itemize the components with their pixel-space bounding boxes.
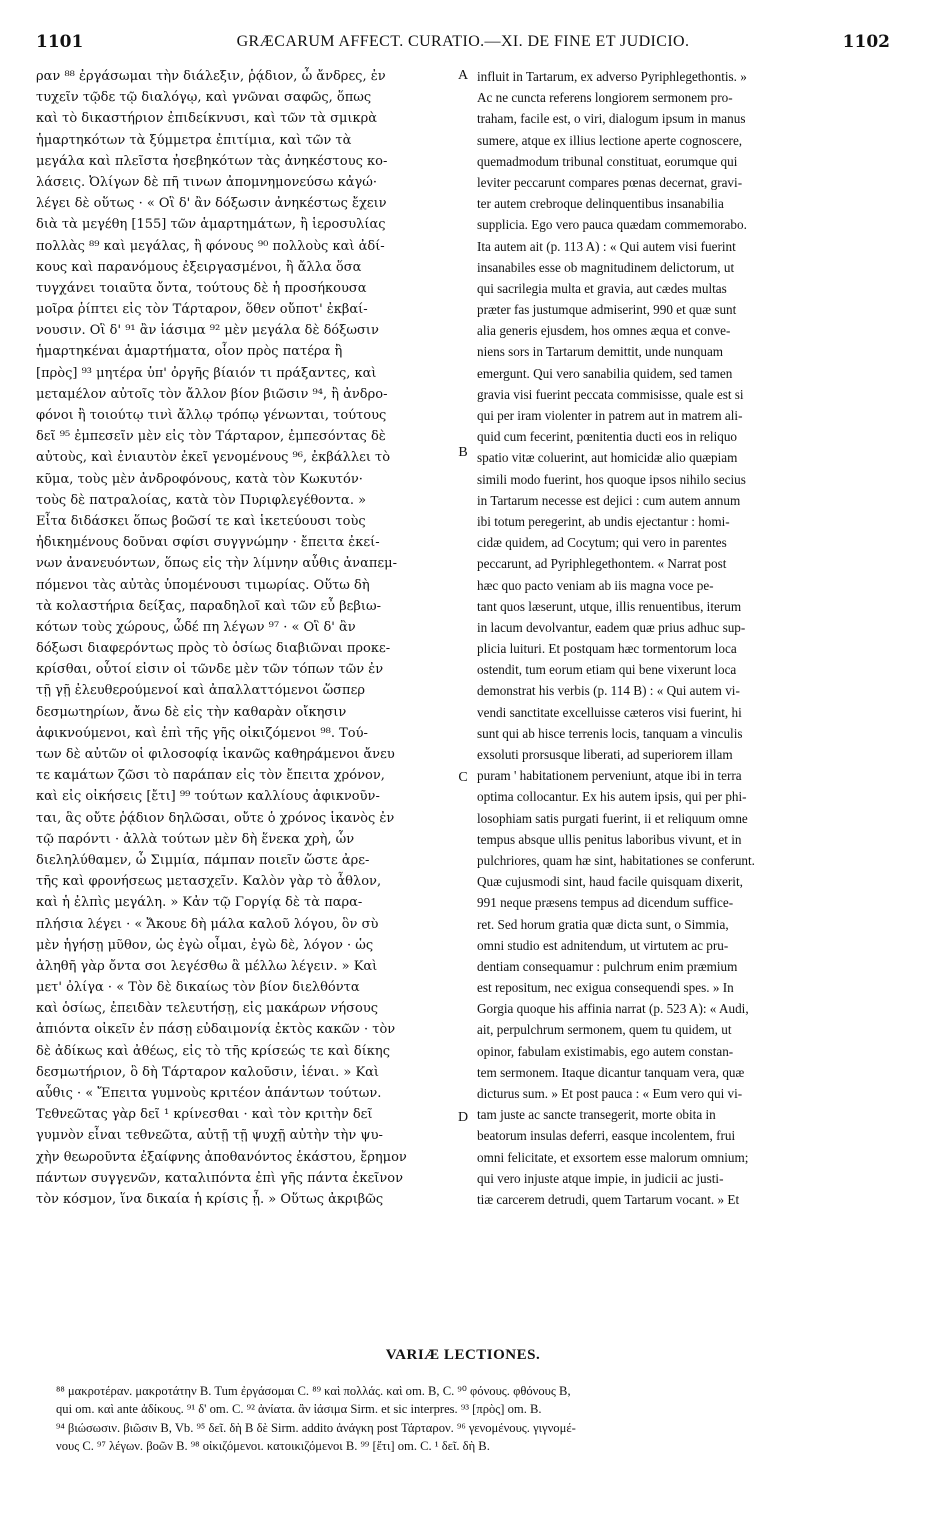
- latin-text-line: sumere, atque ex illius lectione aperte cognoscere,: [477, 132, 743, 148]
- greek-text-line: μεταμέλον αὐτοῖς τὸν ἄλλον βίον βιῶσιν ⁹⁴, ἢ ἀνδρο-: [36, 386, 388, 402]
- greek-text-line: δεσμωτήριον, ὃ δὴ Τάρταρον καλοῦσιν, ἰέναι. » Καὶ: [36, 1064, 380, 1080]
- variae-lectiones-title: VARIÆ LECTIONES.: [385, 1347, 541, 1363]
- greek-text-line: δόξωσι διαφερόντως πρὸς τὸ ὁσίως διαβιῶναι προκε-: [36, 641, 391, 657]
- latin-text-line: Ita autem ait (p. 113 A) : « Qui autem visi fuerint: [477, 238, 736, 254]
- greek-text-line: ἀπιόντα οἰκεῖν ἐν πάσῃ εὐδαιμονίᾳ ἐκτὸς κακῶν · τὸν: [36, 1022, 396, 1038]
- variant-note-line: νους C. ⁹⁷ λέγων. βοῶν B. ⁹⁸ οἰκιζόμενοι. κατοικιζόμενοι B. ⁹⁹ [ἔτι] om. C. ¹ δεῖ. δὴ B.: [56, 1439, 490, 1454]
- latin-text-line: puram ' habitationem perveniunt, atque ibi in terra: [477, 768, 742, 784]
- latin-text-line: tiæ carcerem detrudi, quem Tartarum vocant. » Et: [477, 1191, 740, 1207]
- latin-text-line: dentiam consequamur : pulchrum enim præmium: [477, 958, 738, 974]
- greek-text-line: πολλὰς ⁸⁹ καὶ μεγάλας, ἢ φόνους ⁹⁰ πολλοὺς καὶ ἀδί-: [36, 238, 385, 254]
- greek-text-line: τε καμάτων ζῶσι τὸ παράπαν εἰς τὸν ἔπειτα χρόνον,: [36, 768, 385, 784]
- greek-text-line: ται, ἃς οὔτε ῥᾴδιον δηλῶσαι, οὔτε ὁ χρόνος ἱκανὸς ἐν: [36, 810, 395, 826]
- latin-text-line: ter autem crebroque delinquentibus insanabilia: [477, 196, 724, 212]
- latin-text-line: sunt qui ab hisce terrenis locis, tanquam a vinculis: [477, 725, 743, 741]
- latin-text-line: opinor, fabulam existimabis, ego autem constan-: [477, 1043, 734, 1059]
- greek-text-line: ἀληθῆ γὰρ ὄντα σοι λεγέσθω ἃ μέλλω λέγειν. » Καὶ: [36, 958, 378, 974]
- greek-text-line: ἀφικνούμενοι, καὶ ἐπὶ τῆς γῆς οἰκιζόμενοι ⁹⁸. Τού-: [36, 725, 368, 741]
- left-page-number: 1101: [36, 32, 84, 52]
- greek-text-line: καὶ τὸ δικαστήριον ἐπιδείκνυσι, καὶ τῶν τὰ σμικρὰ: [36, 111, 378, 127]
- latin-text-line: plicia luituri. Et postquam hæc tormentorum loca: [477, 641, 737, 657]
- greek-text-line: νουσιν. Οἳ δ' ⁹¹ ἂν ἰάσιμα ⁹² μὲν μεγάλα δὲ δόξωσιν: [36, 323, 379, 339]
- latin-text-line: hæc quo pacto veniam ab iis magna voce pe-: [477, 577, 714, 593]
- latin-text-line: vendi sanctitate excelluisse cæteros visi fuerint, hi: [477, 704, 742, 720]
- latin-text-line: leviter peccarunt compares pœnas decernat, gravi-: [477, 174, 743, 190]
- greek-text-line: κῦμα, τοὺς μὲν ἀνδροφόνους, κατὰ τὸν Κωκυτόν·: [36, 471, 363, 487]
- variant-note-line: ⁸⁸ μακροτέραν. μακροτάτην B. Tum ἐργάσομαι C. ⁸⁹ καὶ πολλάς. καὶ om. B, C. ⁹⁰ φόνους. φθόνους B,: [56, 1384, 571, 1398]
- latin-text-line: in Tartarum necesse est dejici : cum autem annum: [477, 492, 741, 508]
- greek-text-line: μοῖρα ῥίπτει εἰς τὸν Τάρταρον, ὅθεν οὔποτ' ἐκβαί-: [36, 302, 368, 318]
- latin-text-line: demonstrat his verbis (p. 114 B) : « Qui autem vi-: [477, 683, 740, 699]
- greek-text-line: καὶ εἰς οἰκήσεις [ἔτι] ⁹⁹ τούτων καλλίους ἀφικνοῦν-: [36, 789, 380, 805]
- latin-text-line: quid cum fecerint, pœnitentia ducti eos in reliquo: [477, 429, 738, 445]
- greek-text-line: αὖθις · « Ἔπειτα γυμνοὺς κριτέον ἁπάντων τούτων.: [36, 1086, 382, 1101]
- greek-text-line: λάσεις. Ὀλίγων δὲ πῆ τινων ἀπομνημονεύσω κἀγώ·: [36, 174, 378, 190]
- greek-text-line: νων ἀνανευόντων, ὅπως εἰς τὴν λίμνην αὖθις ἀναπεμ-: [36, 556, 397, 572]
- latin-text-line: losophiam satis purgati fuerint, ii et reliquum omne: [477, 810, 748, 826]
- latin-text-line: qui per iram violenter in patrem aut in matrem ali-: [477, 408, 743, 423]
- section-marker-a: A: [457, 68, 469, 83]
- greek-text-line: μεγάλα καὶ πλεῖστα ἠσεβηκότων τὰς ἀνηκέστους κο-: [36, 153, 388, 169]
- latin-text-line: exsoluti prorsusque liberati, ad superiorem illam: [477, 747, 733, 762]
- running-header: [36, 32, 890, 58]
- section-marker-c: C: [458, 770, 468, 785]
- latin-text-line: ait, perpulchrum sermonem, quem tu quidem, ut: [477, 1022, 732, 1038]
- latin-text-line: præter fas justumque admiserint, 990 et quæ sunt: [477, 302, 737, 318]
- greek-text-line: [πρὸς] ⁹³ μητέρα ὑπ' ὀργῆς βίαιόν τι πράξαντες, καὶ: [36, 365, 377, 381]
- latin-text-line: alia generis ejusdem, hos omnes æqua et conve-: [477, 323, 731, 339]
- latin-text-line: optima collocantur. Ex his autem ipsis, qui per phi-: [477, 789, 747, 805]
- greek-text-column: [36, 66, 456, 1336]
- greek-text-line: δεσμωτηρίων, ἄνω δὲ εἰς τὴν καθαρὰν οἴκησιν: [36, 704, 347, 720]
- greek-text-line: ἡμαρτηκότων τὰ ξύμμετρα ἐπιτίμια, καὶ τῶν τὰ: [36, 132, 352, 148]
- latin-text-line: qui sacrilegia multa et gravia, aut cædes multas: [477, 280, 727, 296]
- latin-text-line: quemadmodum tribunal constituat, eorumque qui: [477, 153, 738, 169]
- latin-text-line: tant quos læserunt, utque, illis renuentibus, iterum: [477, 598, 742, 614]
- greek-text-line: μετ' ὀλίγα · « Τὸν δὲ δικαίως τὸν βίον διελθόντα: [36, 980, 360, 996]
- latin-text-line: Quæ cujusmodi sint, haud facile quisquam dixerit,: [477, 874, 743, 890]
- greek-text-line: τῷ παρόντι · ἀλλὰ τούτων μὲν δὴ ἕνεκα χρὴ, ὧν: [36, 831, 355, 847]
- latin-text-line: ibi totum peregerint, ab undis ejectantur : homi-: [477, 513, 730, 529]
- greek-text-line: μὲν ἡγήσῃ μῦθον, ὡς ἐγὼ οἶμαι, ἐγὼ δὲ, λόγον · ὡς: [36, 937, 374, 953]
- greek-text-line: ραν ⁸⁸ ἐργάσωμαι τὴν διάλεξιν, ῥᾴδιον, ὦ ἄνδρες, ἐν: [36, 69, 386, 84]
- greek-text-line: ἠδικημένους δοῦναι σφίσι συγγνώμην · ἔπειτα ἐκεί-: [36, 535, 380, 551]
- latin-text-line: insanabiles esse ob magnitudinem delictorum, ut: [477, 259, 735, 275]
- greek-text-line: αὐτοὺς, καὶ ἐνιαυτὸν ἐκεῖ γενομένους ⁹⁶, ἐκβάλλει τὸ: [36, 450, 391, 466]
- latin-text-line: omni felicitate, et exsortem esse malorum omnium;: [477, 1149, 749, 1165]
- latin-text-line: dicturus sum. » Et post pauca : « Eum vero qui vi-: [477, 1086, 743, 1101]
- latin-text-line: tempus absque ullis penitus laboribus vivunt, et in: [477, 831, 742, 847]
- greek-text-line: Τεθνεῶτας γὰρ δεῖ ¹ κρίνεσθαι · καὶ τὸν κριτὴν δεῖ: [36, 1107, 373, 1123]
- greek-text-line: τοὺς δὲ πατραλοίας, κατὰ τὸν Πυριφλεγέθοντα. »: [36, 492, 367, 508]
- greek-text-line: τὰ κολαστήρια δείξας, παραδηλοῖ καὶ τῶν εὖ βεβιω-: [36, 598, 381, 614]
- greek-text-line: γυμνὸν εἶναι τεθνεῶτα, αὐτῇ τῇ ψυχῇ αὐτὴν τὴν ψυ-: [36, 1128, 383, 1144]
- right-page-number: 1102: [842, 32, 890, 52]
- greek-text-line: κότων τοὺς χώρους, ὧδέ πη λέγων ⁹⁷ · « Οἳ δ' ἂν: [36, 619, 356, 635]
- greek-text-line: τὸν κόσμον, ἵνα δικαία ἡ κρίσις ᾖ. » Οὕτως ἀκριβῶς: [36, 1191, 384, 1207]
- latin-text-line: omni studio est adnitendum, ut virtutem ac pru-: [477, 937, 729, 953]
- variae-lectiones-notes: [56, 1382, 892, 1456]
- latin-text-line: in lacum devolvantur, eadem quæ prius adhuc sup-: [477, 619, 746, 635]
- latin-text-line: peccarunt, ad Pyriphlegethontem. « Narrat post: [477, 556, 727, 572]
- latin-text-line: tam juste ac sancte transegerit, morte obita in: [477, 1107, 716, 1123]
- greek-text-line: τῆς καὶ φρονήσεως μετασχεῖν. Καλὸν γὰρ τὸ ἆθλον,: [36, 874, 382, 890]
- section-marker-b: B: [458, 445, 468, 460]
- greek-text-line: λέγει δὲ οὕτως · « Οἳ δ' ἂν δόξωσιν ἀνηκέστως ἔχειν: [36, 196, 387, 212]
- greek-text-line: Εἶτα διδάσκει ὅπως βοῶσί τε καὶ ἱκετεύουσι τοὺς: [36, 513, 366, 529]
- greek-text-line: δὲ ἀδίκως καὶ ἀθέως, εἰς τὸ τῆς κρίσεώς τε καὶ δίκης: [36, 1043, 390, 1059]
- greek-text-line: κους καὶ παρανόμους ἐξειργασμένοι, ἢ ἄλλα ὅσα: [36, 259, 362, 275]
- greek-text-line: καὶ ὁσίως, ἐπειδὰν τελευτήσῃ, εἰς μακάρων νήσους: [36, 1001, 379, 1017]
- latin-text-line: emergunt. Qui vero sanabilia quidem, sed tamen: [477, 365, 733, 381]
- latin-text-line: spatio vitæ coluerint, aut homicidæ alio quæpiam: [477, 450, 738, 466]
- latin-text-line: traham, facile est, o viri, dialogum ipsum in manus: [477, 111, 746, 127]
- latin-text-line: gravia visi fuerint peccata commisisse, quale est si: [477, 386, 744, 402]
- latin-text-line: est repositum, nec exigua consequendi spes. » In: [477, 980, 734, 996]
- latin-text-line: tem sermonem. Itaque dicantur tanquam vera, quæ: [477, 1064, 745, 1080]
- latin-text-line: pulchriores, quam hæ sint, habitationes se conferunt.: [477, 852, 755, 868]
- latin-text-line: niens sors in Tartarum demittit, unde nunquam: [477, 344, 724, 360]
- variant-note-line: ⁹⁴ βιώσωσιν. βιῶσιν B, Vb. ⁹⁵ δεῖ. δὴ B δὲ Sirm. addito ἀνάγκη post Τάρταρον. ⁹⁶ γενομένους. γιγνομέ-: [56, 1420, 576, 1435]
- latin-text-column: [477, 66, 890, 1336]
- greek-text-line: ἡμαρτηκέναι ἁμαρτήματα, οἷον πρὸς πατέρα ἢ: [36, 344, 343, 360]
- greek-text-line: χὴν θεωροῦντα ἐξαίφνης ἀποθανόντος ἑκάστου, ἔρημον: [36, 1149, 407, 1165]
- variant-note-line: qui om. καὶ ante ἀδίκους. ⁹¹ δ' om. C. ⁹² ἀνίατα. ἂν ἰάσιμα Sirm. et sic interpres. ⁹³ [πρὸς] om. B.: [56, 1402, 542, 1417]
- latin-text-line: qui vero injuste atque impie, in judicii ac justi-: [477, 1170, 724, 1186]
- greek-text-line: τῇ γῇ ἐλευθερούμενοί καὶ ἀπαλλαττόμενοι ὥσπερ: [36, 683, 365, 699]
- greek-text-line: πάντων συγγενῶν, καταλιπόντα ἐπὶ γῆς πάντα ἐκεῖνον: [36, 1170, 403, 1186]
- greek-text-line: τυχεῖν τῷδε τῷ διαλόγῳ, καὶ γνῶναι σαφῶς, ὅπως: [36, 90, 372, 106]
- latin-text-line: influit in Tartarum, ex adverso Pyriphlegethontis. »: [477, 69, 747, 84]
- greek-text-line: καὶ ἡ ἐλπὶς μεγάλη. » Κἀν τῷ Γοργίᾳ δὲ τὰ παρα-: [36, 895, 363, 911]
- greek-text-line: κρίσθαι, οὗτοί εἰσιν οἱ τῶνδε μὲν τῶν τόπων τῶν ἐν: [36, 662, 384, 678]
- latin-text-line: cidæ quidem, ad Cocytum; qui vero in parentes: [477, 535, 727, 551]
- greek-text-line: πλήσια λέγει · « Ἄκουε δὴ μάλα καλοῦ λόγου, ὃν σὺ: [36, 916, 379, 932]
- greek-text-line: διεληλύθαμεν, ὦ Σιμμία, πάμπαν ποιεῖν ὥστε ἀρε-: [36, 852, 370, 868]
- greek-text-line: διὰ τὰ μεγέθη [155] τῶν ἁμαρτημάτων, ἢ ἱεροσυλίας: [36, 217, 386, 233]
- running-title: GRÆCARUM AFFECT. CURATIO.—XI. DE FINE ET JUDICIO.: [236, 33, 690, 50]
- latin-text-line: 991 neque præsens tempus ad dicendum suffice-: [477, 895, 734, 911]
- latin-text-line: ostendit, tum eorum etiam qui bene vixerunt loca: [477, 662, 737, 678]
- latin-text-line: beatorum insulas deferri, easque incolentem, frui: [477, 1128, 736, 1144]
- latin-text-line: ret. Sed horum gratia quæ dicta sunt, o Simmia,: [477, 916, 729, 932]
- latin-text-line: Ac ne cuncta referens longiorem sermonem pro-: [477, 90, 733, 106]
- greek-text-line: των δὲ αὐτῶν οἱ φιλοσοφίᾳ ἱκανῶς καθηράμενοι ἄνευ: [36, 747, 395, 762]
- greek-text-line: φόνοι ἢ τοιούτῳ τινὶ ἄλλῳ τρόπῳ γένωνται, τούτους: [36, 408, 387, 423]
- latin-text-line: simili modo fuerint, hos quoque ipsos nihilo secius: [477, 471, 746, 487]
- latin-text-line: Gorgia quoque his affinia narrat (p. 523 A): « Audi,: [477, 1001, 749, 1017]
- greek-text-line: δεῖ ⁹⁵ ἐμπεσεῖν μὲν εἰς τὸν Τάρταρον, ἐμπεσόντας δὲ: [36, 429, 386, 445]
- greek-text-line: πόμενοι τὰς αὐτὰς ὑπομένουσι τιμωρίας. Οὕτω δὴ: [36, 577, 370, 593]
- greek-text-line: τυγχάνει τοιαῦτα ὄντα, τούτους δὲ ἡ προσήκουσα: [36, 280, 367, 296]
- section-marker-d: D: [457, 1110, 469, 1125]
- latin-text-line: supplicia. Ego vero pauca quædam commemorabo.: [477, 217, 747, 233]
